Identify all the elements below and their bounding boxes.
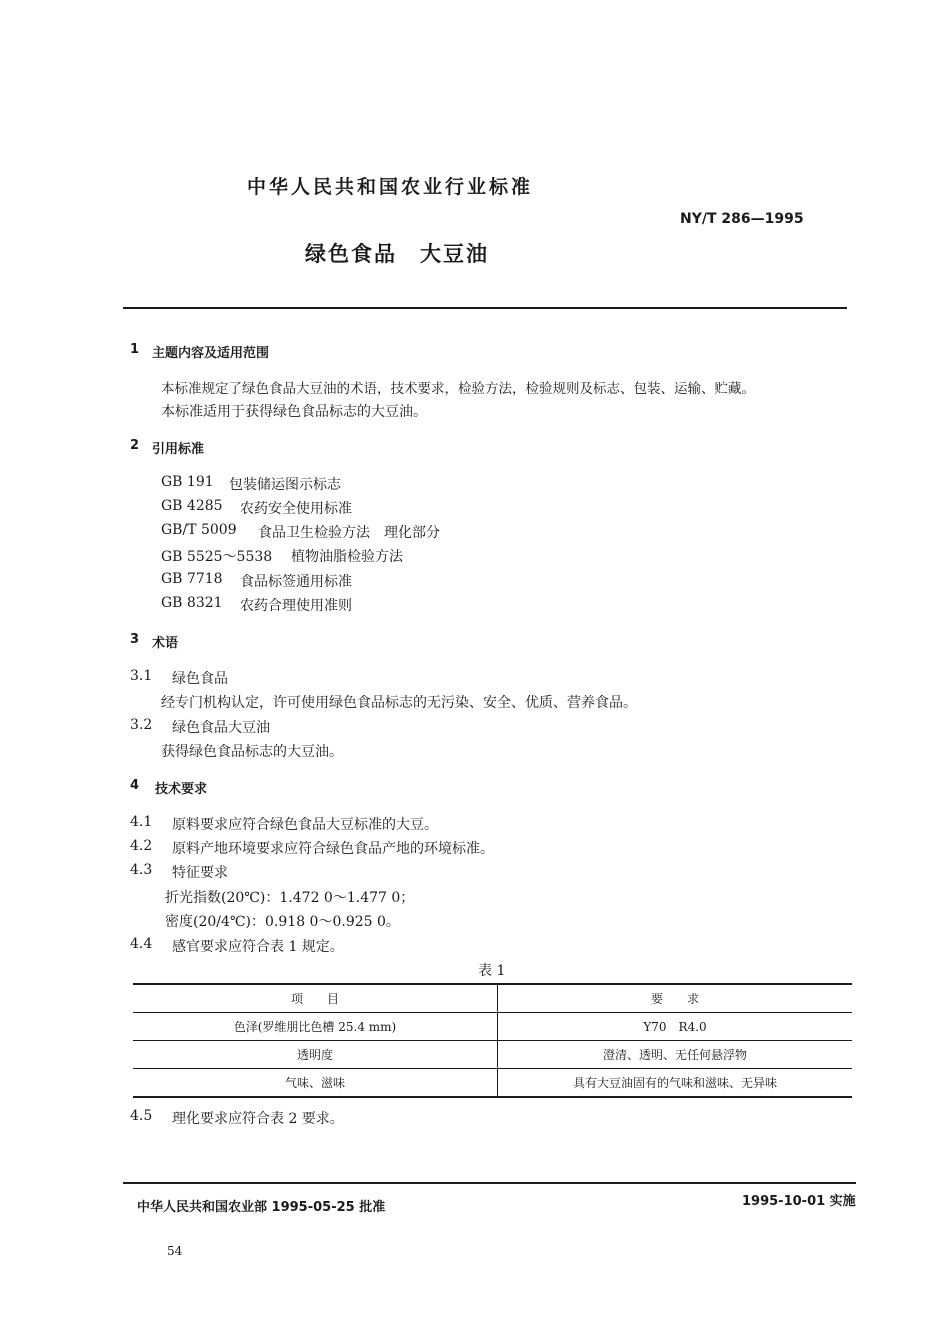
table-1 <box>133 983 852 1098</box>
section-3-title: 术语 <box>152 636 179 651</box>
reference-code: GB 8321 <box>161 595 223 611</box>
section-1-number: 1 <box>130 342 140 357</box>
table-row <box>133 1013 852 1041</box>
approval-line: 中华人民共和国农业部 1995-05-25 批准 <box>137 1200 386 1215</box>
table-row <box>133 1069 852 1098</box>
document-title: 绿色食品 大豆油 <box>305 242 489 266</box>
term-1-definition: 经专门机构认定，许可使用绿色食品标志的无污染、安全、优质、营养食品。 <box>161 695 637 711</box>
table-cell-item: 色泽(罗维朋比色槽 25.4 mm) <box>133 1013 498 1041</box>
item-4-2-number: 4.2 <box>130 838 153 854</box>
section-1-paragraph-2: 本标准适用于获得绿色食品标志的大豆油。 <box>161 404 427 420</box>
section-4-title: 技术要求 <box>155 782 208 797</box>
section-2-title: 引用标准 <box>152 442 205 457</box>
reference-name: 食品标签通用标准 <box>240 574 352 590</box>
section-1-title: 主题内容及适用范围 <box>152 346 270 361</box>
table-header-item: 项 目 <box>133 984 498 1013</box>
term-1-title: 绿色食品 <box>172 671 228 687</box>
item-4-1-number: 4.1 <box>130 814 153 830</box>
footer-rule <box>123 1182 856 1184</box>
section-3-number: 3 <box>130 632 140 647</box>
item-4-2-text: 原料产地环境要求应符合绿色食品产地的环境标准。 <box>172 841 494 857</box>
effective-date: 1995-10-01 实施 <box>742 1194 856 1209</box>
term-1-number: 3.1 <box>130 668 153 684</box>
reference-name: 农药安全使用标准 <box>240 501 352 517</box>
table-cell-requirement: 澄清、透明、无任何悬浮物 <box>498 1041 853 1069</box>
reference-name: 农药合理使用准则 <box>240 598 352 614</box>
section-4-number: 4 <box>130 778 140 793</box>
item-4-1-text: 原料要求应符合绿色食品大豆标准的大豆。 <box>172 817 438 833</box>
table-1-caption: 表 1 <box>478 963 506 979</box>
reference-code: GB/T 5009 <box>161 522 237 538</box>
reference-name: 食品卫生检验方法 理化部分 <box>258 525 440 541</box>
table-row <box>133 1041 852 1069</box>
reference-code: GB 4285 <box>161 498 223 514</box>
section-1-paragraph-1: 本标准规定了绿色食品大豆油的术语，技术要求，检验方法，检验规则及标志、包装、运输、贮藏。 <box>161 381 755 397</box>
table-cell-item: 气味、滋味 <box>133 1069 498 1098</box>
reference-name: 植物油脂检验方法 <box>291 549 403 565</box>
standard-code: NY/T 286—1995 <box>680 211 804 227</box>
table-cell-requirement: Y70 R4.0 <box>498 1013 853 1041</box>
term-2-number: 3.2 <box>130 717 153 733</box>
table-cell-requirement: 具有大豆油固有的气味和滋味、无异味 <box>498 1069 853 1098</box>
header-rule <box>123 307 847 309</box>
table-cell-item: 透明度 <box>133 1041 498 1069</box>
item-4-3-number: 4.3 <box>130 862 153 878</box>
item-4-3-text: 特征要求 <box>172 865 228 881</box>
item-4-4-number: 4.4 <box>130 936 153 952</box>
item-4-5-text: 理化要求应符合表 2 要求。 <box>172 1111 344 1127</box>
refractive-index-spec: 折光指数(20℃)：1.472 0～1.477 0； <box>165 890 415 906</box>
reference-code: GB 5525～5538 <box>161 549 273 565</box>
item-4-4-text: 感官要求应符合表 1 规定。 <box>172 939 344 955</box>
term-2-definition: 获得绿色食品标志的大豆油。 <box>161 744 343 760</box>
reference-code: GB 7718 <box>161 571 223 587</box>
table-header-row <box>133 984 852 1013</box>
page-number: 54 <box>167 1244 183 1258</box>
item-4-5-number: 4.5 <box>130 1108 153 1124</box>
org-title: 中华人民共和国农业行业标准 <box>247 176 534 198</box>
table-header-requirement: 要 求 <box>498 984 853 1013</box>
section-2-number: 2 <box>130 438 140 453</box>
reference-code: GB 191 <box>161 474 214 490</box>
reference-name: 包装储运图示标志 <box>229 477 341 493</box>
term-2-title: 绿色食品大豆油 <box>172 720 270 736</box>
density-spec: 密度(20/4℃)：0.918 0～0.925 0。 <box>165 914 400 930</box>
